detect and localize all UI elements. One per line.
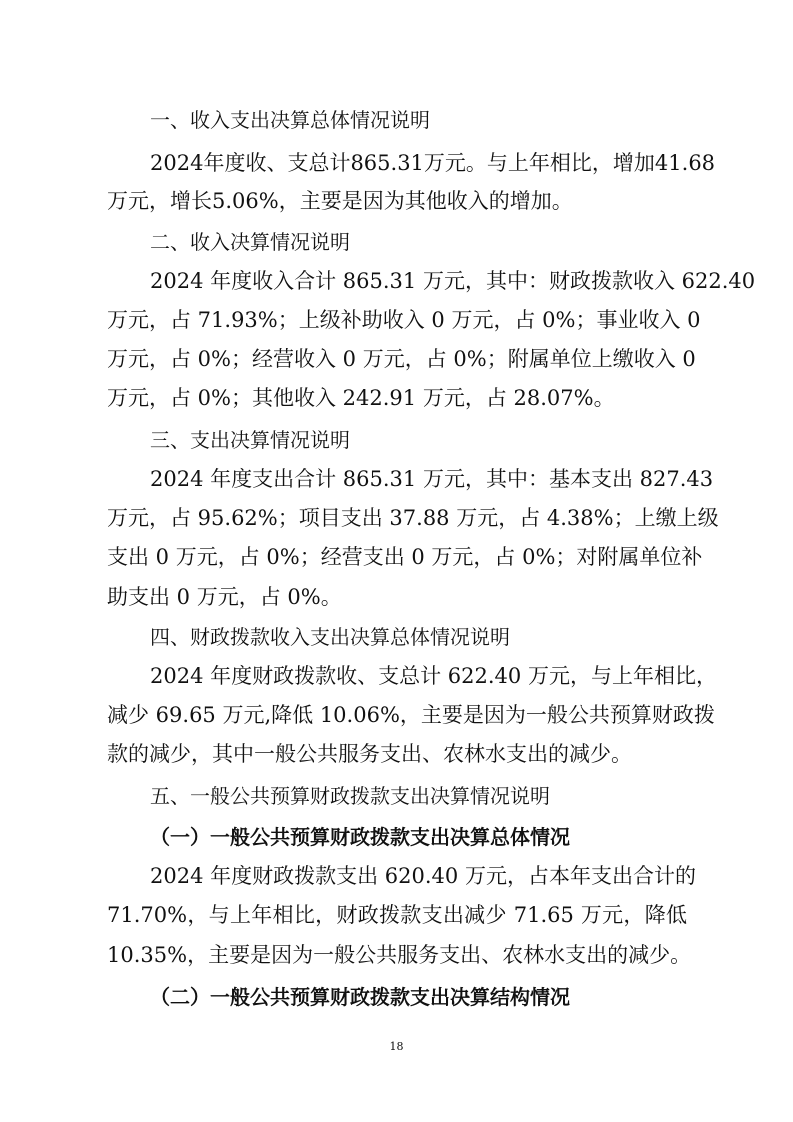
paragraph-line: 万元，增长5.06%，主要是因为其他收入的增加。 — [107, 189, 573, 213]
paragraph-line: 支出 0 万元，占 0%；经营支出 0 万元，占 0%；对附属单位补 — [107, 545, 703, 569]
paragraph-line: 万元，占 95.62%；项目支出 37.88 万元，占 4.38%；上缴上级 — [107, 506, 719, 530]
paragraph-line: 万元，占 0%；经营收入 0 万元，占 0%；附属单位上缴收入 0 — [107, 347, 696, 371]
subsection-heading-1: （一）一般公共预算财政拨款支出决算总体情况 — [150, 825, 570, 849]
page-number: 18 — [389, 1040, 404, 1053]
section-heading-4: 四、财政拨款收入支出决算总体情况说明 — [150, 625, 510, 649]
paragraph-line: 10.35%，主要是因为一般公共服务支出、农林水支出的减少。 — [107, 943, 692, 967]
paragraph-line: 2024 年度财政拨款支出 620.40 万元，占本年支出合计的 — [150, 864, 696, 888]
paragraph-line: 2024年度收、支总计865.31万元。与上年相比，增加41.68 — [150, 151, 716, 175]
paragraph-line: 万元，占 0%；其他收入 242.91 万元，占 28.07%。 — [107, 386, 615, 410]
paragraph-line: 助支出 0 万元，占 0%。 — [107, 585, 342, 609]
paragraph-line: 2024 年度收入合计 865.31 万元，其中：财政拨款收入 622.40 — [150, 269, 756, 293]
section-heading-2: 二、收入决算情况说明 — [150, 230, 350, 254]
paragraph-line: 万元，占 71.93%；上级补助收入 0 万元，占 0%；事业收入 0 — [107, 308, 701, 332]
section-heading-3: 三、支出决算情况说明 — [150, 428, 350, 452]
paragraph-line: 款的减少，其中一般公共服务支出、农林水支出的减少。 — [107, 742, 632, 766]
paragraph-line: 2024 年度财政拨款收、支总计 622.40 万元，与上年相比， — [150, 664, 717, 688]
section-heading-1: 一、收入支出决算总体情况说明 — [150, 108, 430, 132]
paragraph-line: 减少 69.65 万元,降低 10.06%，主要是因为一般公共预算财政拨 — [107, 703, 715, 727]
subsection-heading-2: （二）一般公共预算财政拨款支出决算结构情况 — [150, 985, 570, 1009]
section-heading-5: 五、一般公共预算财政拨款支出决算情况说明 — [150, 784, 550, 808]
paragraph-line: 71.70%，与上年相比，财政拨款支出减少 71.65 万元，降低 — [107, 903, 687, 927]
paragraph-line: 2024 年度支出合计 865.31 万元，其中：基本支出 827.43 — [150, 467, 714, 491]
